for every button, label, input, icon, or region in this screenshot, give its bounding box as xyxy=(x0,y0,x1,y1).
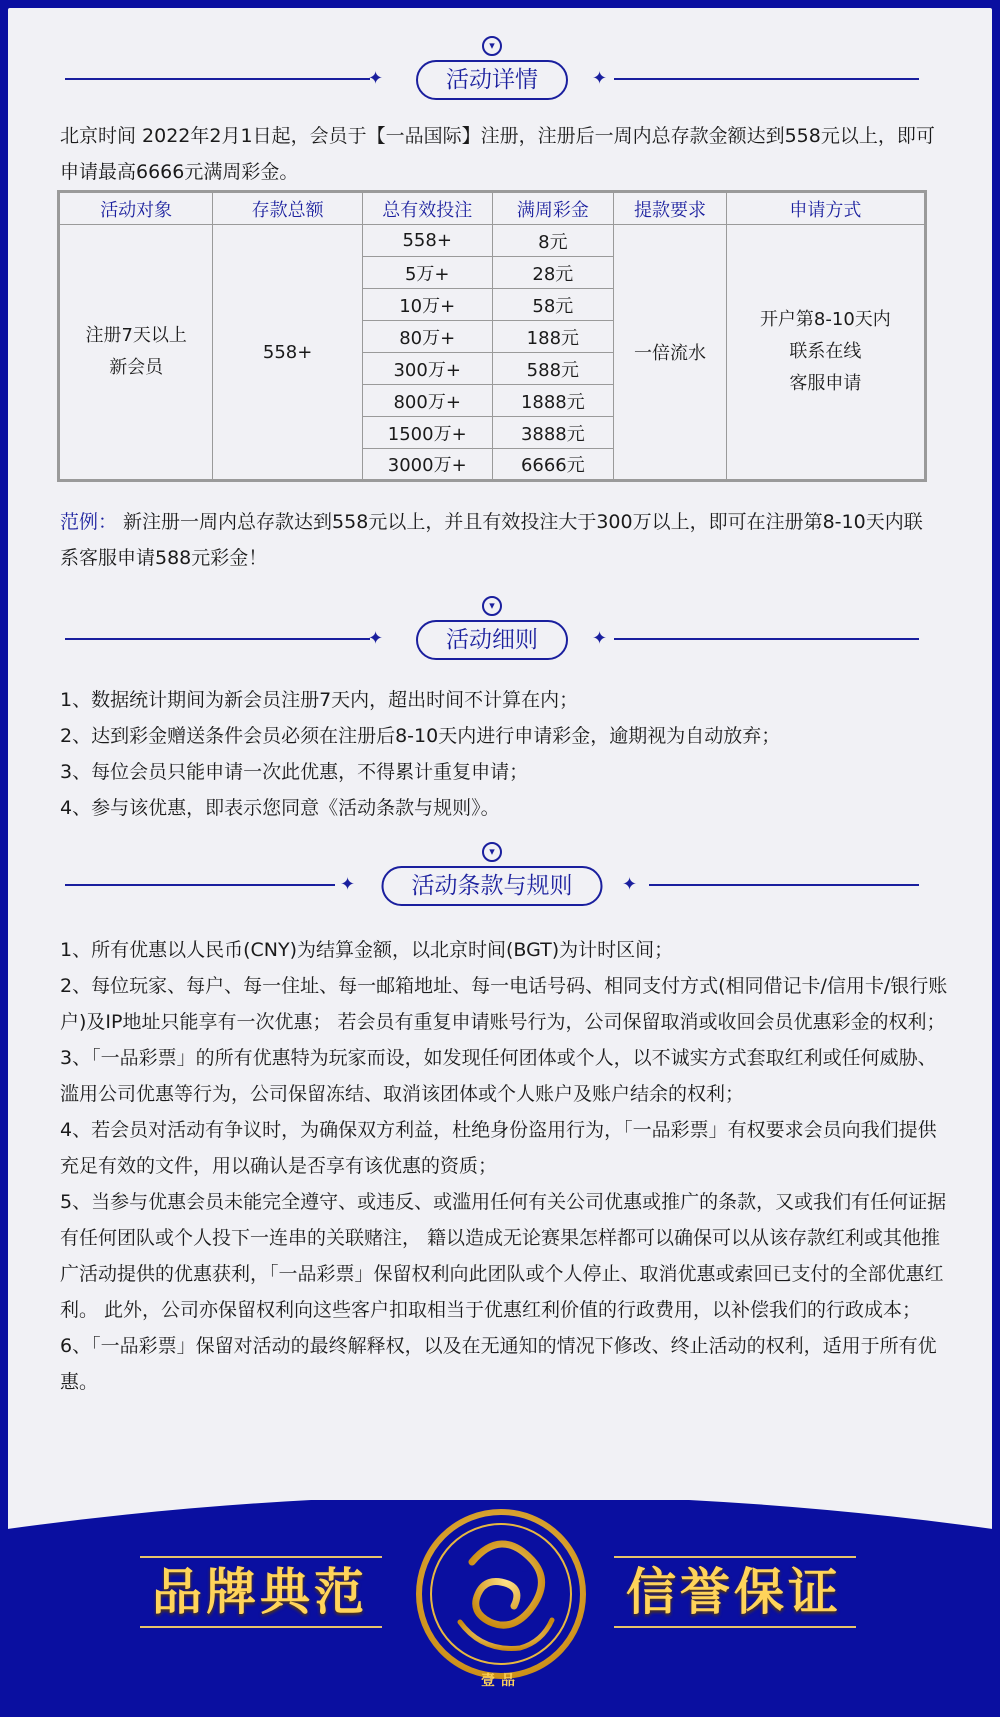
ornament-icon: ✦ xyxy=(368,628,384,649)
list-item: 3、「一品彩票」的所有优惠特为玩家而设，如发现任何团体或个人，以不诚实方式套取红利或任何威胁、滥用公司优惠等行为，公司保留冻结、取消该团体或个人账户及账户结余的权利； xyxy=(60,1047,937,1105)
section-header-terms xyxy=(0,842,984,902)
bet-cell: 300万+ xyxy=(362,353,492,385)
apply-line: 联系在线 xyxy=(789,341,862,362)
left-slogan: 品牌典范 xyxy=(152,1563,368,1621)
list-item: 3、每位会员只能申请一次此优惠，不得累计重复申请； xyxy=(60,761,529,783)
bonus-cell: 58元 xyxy=(492,289,614,321)
table-header-row xyxy=(59,192,926,225)
section-title: 活动详情 xyxy=(416,60,568,100)
terms-list xyxy=(60,932,950,1400)
divider-line xyxy=(65,884,335,886)
ornament-icon: ✦ xyxy=(368,68,384,89)
chevron-down-icon: ▾ xyxy=(482,596,502,616)
intro-text: 北京时间 2022年2月1日起，会员于【一品国际】注册，注册后一周内总存款金额达到558元以上，即可申请最高6666元满周彩金。 xyxy=(60,125,935,183)
table-row xyxy=(59,225,926,257)
bet-cell: 5万+ xyxy=(362,257,492,289)
ornament-icon: ✦ xyxy=(622,874,638,895)
list-item: 2、达到彩金赠送条件会员必须在注册后8-10天内进行申请彩金，逾期视为自动放弃； xyxy=(60,725,781,747)
apply-line: 开户第8-10天内 xyxy=(759,309,891,330)
list-item: 6、「一品彩票」保留对活动的最终解释权，以及在无通知的情况下修改、终止活动的权利，适用于所有优惠。 xyxy=(60,1335,937,1393)
rules-list xyxy=(60,682,950,826)
bonus-table xyxy=(57,190,927,482)
table-header: 存款总额 xyxy=(213,192,363,225)
bet-cell: 3000万+ xyxy=(362,449,492,481)
list-item: 5、当参与优惠会员未能完全遵守、或违反、或滥用任何有关公司优惠或推广的条款，又或我们有任何证据有任何团队或个人投下一连串的关联赌注， 籍以造成无论赛果怎样都可以确保可以从该存款红利或其他推广活动提供的优惠获利，「一品彩票」保留权利向此团队或个人停止、取消优惠或索回已支付的全部优惠红利。 此外，公司亦保留权利向这些客户扣取相当于优惠红利价值的行政费用，以补偿我们的行政成本； xyxy=(60,1191,947,1321)
apply-line: 客服申请 xyxy=(789,373,862,394)
table-header: 申请方式 xyxy=(726,192,925,225)
table-header: 总有效投注 xyxy=(362,192,492,225)
table-header: 活动对象 xyxy=(59,192,213,225)
divider-line xyxy=(65,78,370,80)
apply-cell xyxy=(726,225,925,481)
example-label: 范例： xyxy=(60,511,118,533)
section-title: 活动细则 xyxy=(416,620,568,660)
right-slogan: 信誉保证 xyxy=(626,1563,842,1621)
bet-cell: 80万+ xyxy=(362,321,492,353)
list-item: 1、所有优惠以人民币(CNY)为结算金额，以北京时间(BGT)为计时区间； xyxy=(60,939,674,961)
ornament-icon: ✦ xyxy=(592,68,608,89)
emblem-caption: 壹品 xyxy=(481,1673,521,1689)
bonus-cell: 3888元 xyxy=(492,417,614,449)
divider-line xyxy=(614,638,919,640)
divider-line xyxy=(614,78,919,80)
example-body: 新注册一周内总存款达到558元以上，并且有效投注大于300万以上，即可在注册第8-10天内联系客服申请588元彩金！ xyxy=(60,511,923,569)
list-item: 4、参与该优惠，即表示您同意《活动条款与规则》。 xyxy=(60,797,500,819)
bet-cell: 558+ xyxy=(362,225,492,257)
bet-cell: 1500万+ xyxy=(362,417,492,449)
target-line: 新会员 xyxy=(109,357,164,378)
bonus-cell: 188元 xyxy=(492,321,614,353)
chevron-down-icon: ▾ xyxy=(482,36,502,56)
deposit-cell: 558+ xyxy=(213,225,363,481)
bet-cell: 800万+ xyxy=(362,385,492,417)
dragon-emblem-icon xyxy=(412,1502,590,1698)
section-title: 活动条款与规则 xyxy=(382,866,603,906)
bonus-cell: 8元 xyxy=(492,225,614,257)
list-item: 4、若会员对活动有争议时，为确保双方利益，杜绝身份盗用行为，「一品彩票」有权要求会员向我们提供充足有效的文件，用以确认是否享有该优惠的资质； xyxy=(60,1119,937,1177)
divider-line xyxy=(65,638,370,640)
list-item: 1、数据统计期间为新会员注册7天内，超出时间不计算在内； xyxy=(60,689,579,711)
ornament-icon: ✦ xyxy=(592,628,608,649)
target-cell xyxy=(59,225,213,481)
bonus-cell: 1888元 xyxy=(492,385,614,417)
section-header-rules xyxy=(0,596,984,656)
example-text xyxy=(60,504,940,576)
bonus-cell: 588元 xyxy=(492,353,614,385)
withdraw-cell: 一倍流水 xyxy=(614,225,727,481)
bonus-cell: 28元 xyxy=(492,257,614,289)
chevron-down-icon: ▾ xyxy=(482,842,502,862)
section-header-details xyxy=(0,36,984,96)
target-line: 注册7天以上 xyxy=(85,325,187,346)
table-header: 满周彩金 xyxy=(492,192,614,225)
ornament-icon: ✦ xyxy=(340,874,356,895)
divider-line xyxy=(649,884,919,886)
list-item: 2、每位玩家、每户、每一住址、每一邮箱地址、每一电话号码、相同支付方式(相同借记卡/信用卡/银行账户)及IP地址只能享有一次优惠； 若会员有重复申请账号行为，公司保留取消或收回会员优惠彩金的权利； xyxy=(60,975,948,1033)
table-header: 提款要求 xyxy=(614,192,727,225)
bet-cell: 10万+ xyxy=(362,289,492,321)
bonus-cell: 6666元 xyxy=(492,449,614,481)
